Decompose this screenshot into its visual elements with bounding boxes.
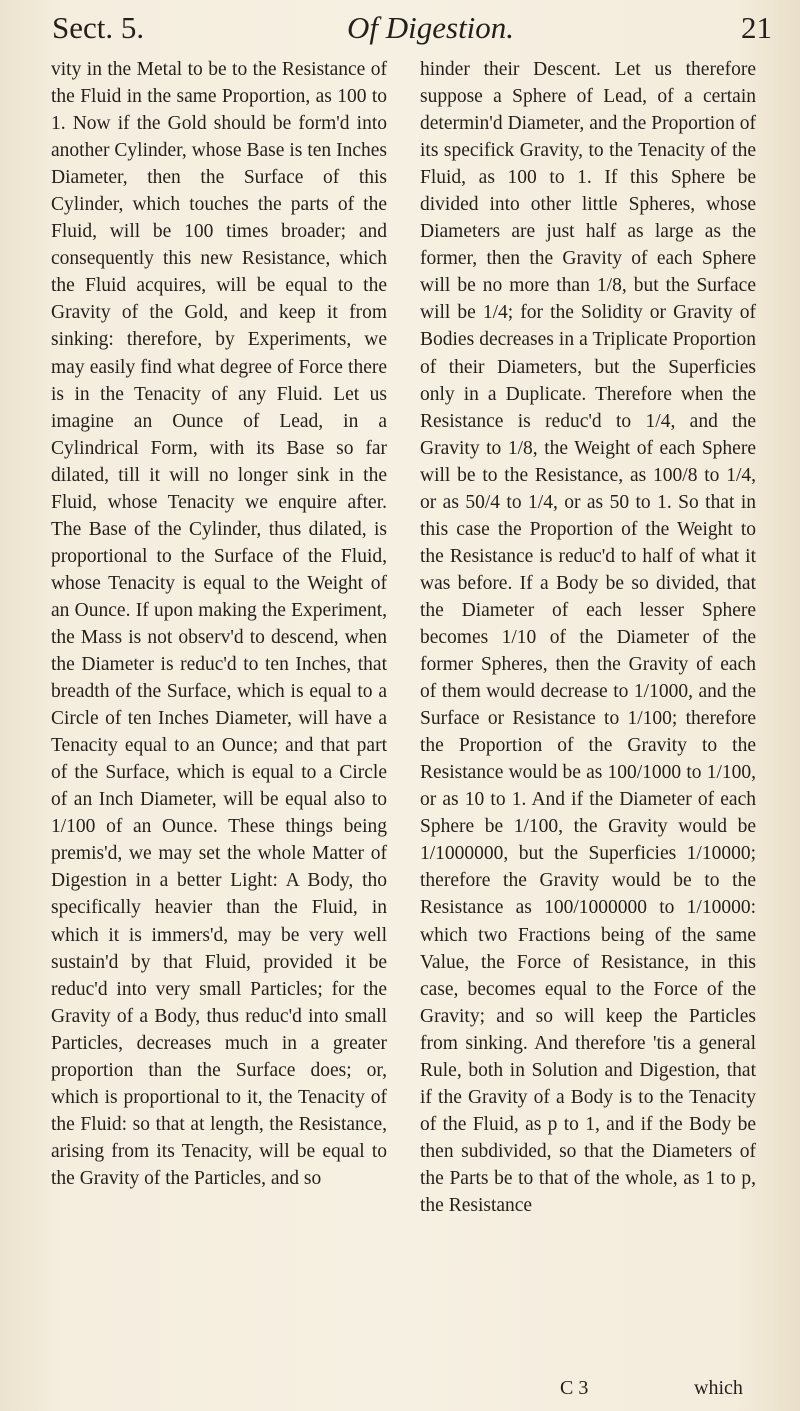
- left-column-text: vity in the Metal to be to the Resistance of the Fluid in the same Proportion, as 100 to 1. Now if the Gold should be form'd into another Cylinder, whose Base is ten Inches Diameter, then the Surface of this Cylinder, which touches the parts of the Fluid, will be 100 times broader; and consequently this new Resistance, which the Fluid acquires, will be equal to the Gravity of the Gold, and keep it from sinking: therefore, by Experiments, we may easily find what degree of Force there is in the Tenacity of any Fluid. Let us imagine an Ounce of Lead, in a Cylindrical Form, with its Base so far dilated, till it will no longer sink in the Fluid, whose Tenacity we enquire after. The Base of the Cylinder, thus dilated, is proportional to the Surface of the Fluid, whose Tenacity is equal to the Weight of an Ounce. If upon making the Experiment, the Mass is not observ'd to descend, when the Diameter is reduc'd to ten Inches, that breadth of the Surface, which is equal to a Circle of ten Inches Diameter, will have a Tenacity equal to an Ounce; and that part of the Surface, which is equal to a Circle of an Inch Diameter, will be equal also to 1/100 of an Ounce. These things being premis'd, we may set the whole Matter of Digestion in a better Light: A Body, tho specifically heavier than the Fluid, in which it is immers'd, may be very well sustain'd by that Fluid, provided it be reduc'd into very small Particles; for the Gravity of a Body, thus reduc'd into small Particles, decreases much in a greater proportion than the Surface does; or, which is proportional to it, the Tenacity of the Fluid: so that at length, the Resistance, arising from its Tenacity, will be equal to the Gravity of the Particles, and so: [51, 59, 387, 1189]
- left-text-column: [51, 56, 387, 1192]
- section-label: Sect. 5.: [52, 10, 145, 45]
- running-title: Of Digestion.: [347, 10, 515, 45]
- signature-mark: C 3: [560, 1377, 589, 1399]
- catchword: which: [694, 1377, 743, 1399]
- right-column-text: hinder their Descent. Let us therefore suppose a Sphere of Lead, of a certain determin'd Diameter, and the Proportion of its specifick Gravity, to the Tenacity of the Fluid, as 100 to 1. If this Sphere be divided into other little Spheres, whose Diameters are just half as large as the former, then the Gravity of each Sphere will be no more than 1/8, but the Surface will be 1/4; for the Solidity or Gravity of Bodies decreases in a Triplicate Proportion of their Diameters, but the Superficies only in a Duplicate. Therefore when the Resistance is reduc'd to 1/4, and the Gravity to 1/8, the Weight of each Sphere will be to the Resistance, as 100/8 to 1/4, or as 50/4 to 1/4, or as 50 to 1. So that in this case the Proportion of the Weight to the Resistance is reduc'd to half of what it was before. If a Body be so divided, that the Diameter of each lesser Sphere becomes 1/10 of the Diameter of the former Spheres, then the Gravity of each of them would decrease to 1/1000, and the Surface or Resistance to 1/100; therefore the Proportion of the Gravity to the Resistance would be as 100/1000 to 1/100, or as 10 to 1. And if the Diameter of each Sphere be 1/100, the Gravity would be 1/1000000, but the Superficies 1/10000; therefore the Gravity would be to the Resistance as 100/1000000 to 1/10000: which two Fractions being of the same Value, the Force of Resistance, in this case, becomes equal to the Force of the Gravity; and so will keep the Particles from sinking. And therefore 'tis a general Rule, both in Solution and Digestion, that if the Gravity of a Body is to the Tenacity of the Fluid, as p to 1, and if the Body be then subdivided, so that the Diameters of the Parts be to that of the whole, as 1 to p, the Resistance: [420, 59, 756, 1216]
- page-number: 21: [741, 10, 772, 45]
- right-text-column: [420, 56, 756, 1219]
- running-header: [52, 10, 772, 52]
